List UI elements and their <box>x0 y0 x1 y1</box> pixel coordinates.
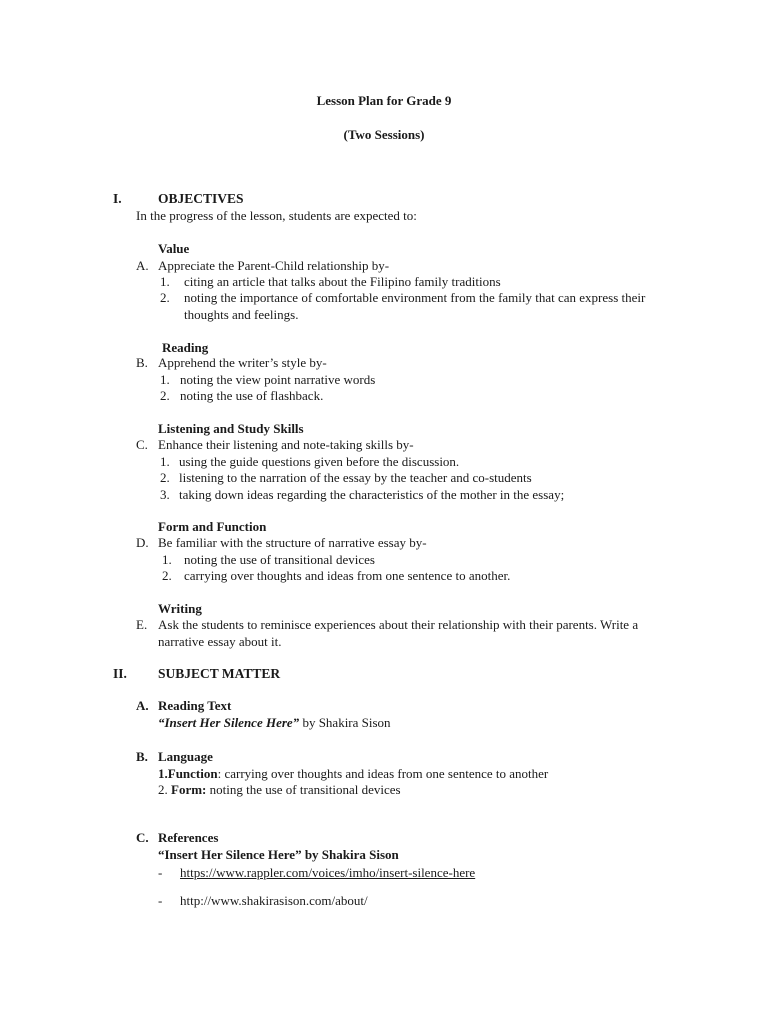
list-number: 1. <box>160 274 170 289</box>
list-number: 2. <box>160 388 170 403</box>
list-item: noting the view point narrative words <box>180 372 376 387</box>
objective-e-letter: E. <box>136 617 148 632</box>
section-1-intro: In the progress of the lesson, students are expected to: <box>136 208 417 223</box>
list-item: noting the use of flashback. <box>180 388 324 403</box>
section-2-number: II. <box>113 666 127 681</box>
function-label: 1.Function <box>158 766 218 781</box>
reference-title: “Insert Her Silence Here” by Shakira Sison <box>158 847 399 862</box>
list-number: 1. <box>160 372 170 387</box>
language-function-line <box>158 766 548 782</box>
reading-text-title: “Insert Her Silence Here” <box>158 715 300 730</box>
list-item: noting the use of transitional devices <box>184 552 375 567</box>
reading-text-author: by Shakira Sison <box>299 715 391 730</box>
reading-text-heading: Reading Text <box>158 698 232 713</box>
references-heading: References <box>158 830 219 845</box>
form-label: Form: <box>171 782 207 797</box>
list-item: citing an article that talks about the Filipino family traditions <box>184 274 501 289</box>
language-heading: Language <box>158 749 213 764</box>
reading-text-title-line <box>158 715 391 731</box>
writing-heading: Writing <box>158 601 202 616</box>
list-number: 2. <box>160 290 170 305</box>
objective-d-letter: D. <box>136 535 149 550</box>
objective-e-line1: Ask the students to reminisce experiences about their relationship with their parents. Write a <box>158 617 639 632</box>
subject-a-letter: A. <box>136 698 149 713</box>
document-subtitle: (Two Sessions) <box>343 127 425 142</box>
list-item: listening to the narration of the essay by the teacher and co-students <box>179 470 532 485</box>
list-number: 2. <box>160 470 170 485</box>
list-number: 2. <box>162 568 172 583</box>
dash-bullet: - <box>158 893 163 908</box>
subject-c-letter: C. <box>136 830 149 845</box>
reading-heading: Reading <box>162 340 209 355</box>
objective-a-text: Appreciate the Parent-Child relationship by- <box>158 258 390 273</box>
list-item: noting the importance of comfortable environment from the family that can express their <box>184 290 646 305</box>
objective-c-letter: C. <box>136 437 148 452</box>
list-item-continuation: thoughts and feelings. <box>184 307 299 322</box>
document-title: Lesson Plan for Grade 9 <box>316 93 452 108</box>
list-number: 1. <box>162 552 172 567</box>
language-form-line <box>158 782 401 798</box>
list-item: taking down ideas regarding the characteristics of the mother in the essay; <box>179 487 565 502</box>
value-heading: Value <box>158 241 190 256</box>
function-text: : carrying over thoughts and ideas from one sentence to another <box>217 766 549 781</box>
list-item: using the guide questions given before the discussion. <box>179 454 460 469</box>
objective-a-letter: A. <box>136 258 149 273</box>
section-2-heading: SUBJECT MATTER <box>158 666 281 681</box>
section-1-number: I. <box>113 191 122 206</box>
objective-b-text: Apprehend the writer’s style by- <box>158 355 327 370</box>
form-number: 2. <box>158 782 171 797</box>
reference-link-shakirasison[interactable]: http://www.shakirasison.com/about/ <box>180 893 368 908</box>
objective-c-text: Enhance their listening and note-taking skills by- <box>158 437 414 452</box>
list-number: 1. <box>160 454 170 469</box>
listening-heading: Listening and Study Skills <box>158 421 304 436</box>
form-text: noting the use of transitional devices <box>206 782 401 797</box>
objective-b-letter: B. <box>136 355 148 370</box>
reference-link-rappler[interactable]: https://www.rappler.com/voices/imho/insert-silence-here <box>180 865 476 880</box>
section-1-heading: OBJECTIVES <box>158 191 244 206</box>
form-function-heading: Form and Function <box>158 519 267 534</box>
objective-d-text: Be familiar with the structure of narrative essay by- <box>158 535 427 550</box>
dash-bullet: - <box>158 865 163 880</box>
list-item: carrying over thoughts and ideas from one sentence to another. <box>184 568 511 583</box>
list-number: 3. <box>160 487 170 502</box>
subject-b-letter: B. <box>136 749 148 764</box>
objective-e-line2: narrative essay about it. <box>158 634 282 649</box>
